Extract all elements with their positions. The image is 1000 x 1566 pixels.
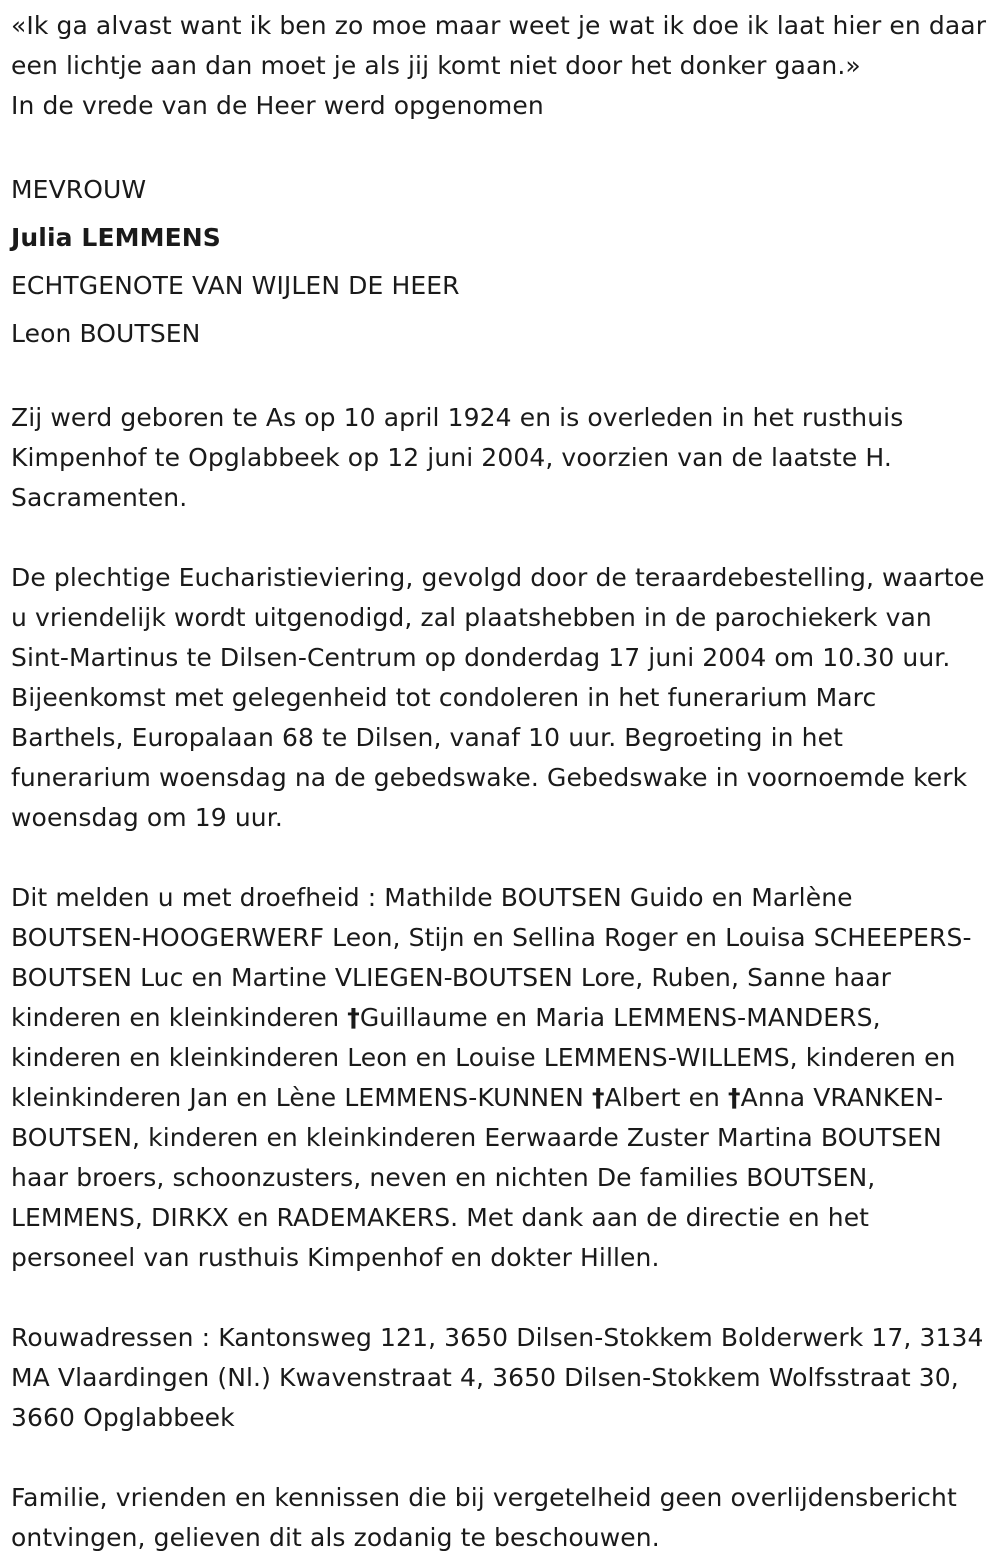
intro-line: In de vrede van de Heer werd opgenomen (11, 91, 544, 120)
family-text-part1: Dit melden u met droefheid : Mathilde BOUTSEN Guido en Marlène BOUTSEN-HOOGERWERF Leon, Stijn en Sellina Roger en Louisa SCHEEPERS-BOUTSEN Luc en Martine VLIEGEN-BOUTSEN Lore, Ruben, Sanne haar kinderen en kleinkinderen (11, 883, 972, 1032)
deceased-relation: ECHTGENOTE VAN WIJLEN DE HEER (11, 271, 460, 300)
cross-icon: † (728, 1083, 741, 1112)
intro-section (11, 6, 990, 126)
deceased-title: MEVROUW (11, 175, 147, 204)
deceased-name: Julia LEMMENS (11, 223, 221, 252)
closing-paragraph: Familie, vrienden en kennissen die bij vergetelheid geen overlijdensbericht ontvingen, gelieven dit als zodanig te beschouwen. (11, 1483, 957, 1552)
spouse-name: Leon BOUTSEN (11, 319, 201, 348)
intro-quote: «Ik ga alvast want ik ben zo moe maar weet je wat ik doe ik laat hier en daar een lichtje aan dan moet je als jij komt niet door het donker gaan.» (11, 11, 987, 80)
deceased-block (11, 166, 990, 358)
addresses-paragraph: Rouwadressen : Kantonsweg 121, 3650 Dilsen-Stokkem Bolderwerk 17, 3134 MA Vlaardingen (Nl.) Kwavenstraat 4, 3650 Dilsen-Stokkem Wolfsstraat 30, 3660 Opglabbeek (11, 1323, 984, 1432)
family-text-part2: Guillaume en Maria LEMMENS-MANDERS, kinderen en kleinkinderen Leon en Louise LEMMENS-WILLEMS, kinderen en kleinkinderen Jan en Lène LEMMENS-KUNNEN (11, 1003, 956, 1112)
cross-icon: † (591, 1083, 605, 1112)
ceremony-paragraph: De plechtige Eucharistieviering, gevolgd door de teraardebestelling, waartoe u vriendelijk wordt uitgenodigd, zal plaatshebben in de parochiekerk van Sint-Martinus te Dilsen-Centrum op donderdag 17 juni 2004 om 10.30 uur. Bijeenkomst met gelegenheid tot condoleren in het funerarium Marc Barthels, Europalaan 68 te Dilsen, vanaf 10 uur. Begroeting in het funerarium woensdag na de gebedswake. Gebedswake in voornoemde kerk woensdag om 19 uur. (11, 563, 985, 832)
family-paragraph (11, 878, 990, 1278)
birth-death-paragraph: Zij werd geboren te As op 10 april 1924 en is overleden in het rusthuis Kimpenhof te Opglabbeek op 12 juni 2004, voorzien van de laatste H. Sacramenten. (11, 403, 904, 512)
family-text-part4: Anna VRANKEN-BOUTSEN, kinderen en kleinkinderen Eerwaarde Zuster Martina BOUTSEN haar broers, schoonzusters, neven en nichten De families BOUTSEN, LEMMENS, DIRKX en RADEMAKERS. Met dank aan de directie en het personeel van rusthuis Kimpenhof en dokter Hillen. (11, 1083, 944, 1272)
cross-icon: † (347, 1003, 360, 1032)
family-text-part3: Albert en (604, 1083, 729, 1112)
